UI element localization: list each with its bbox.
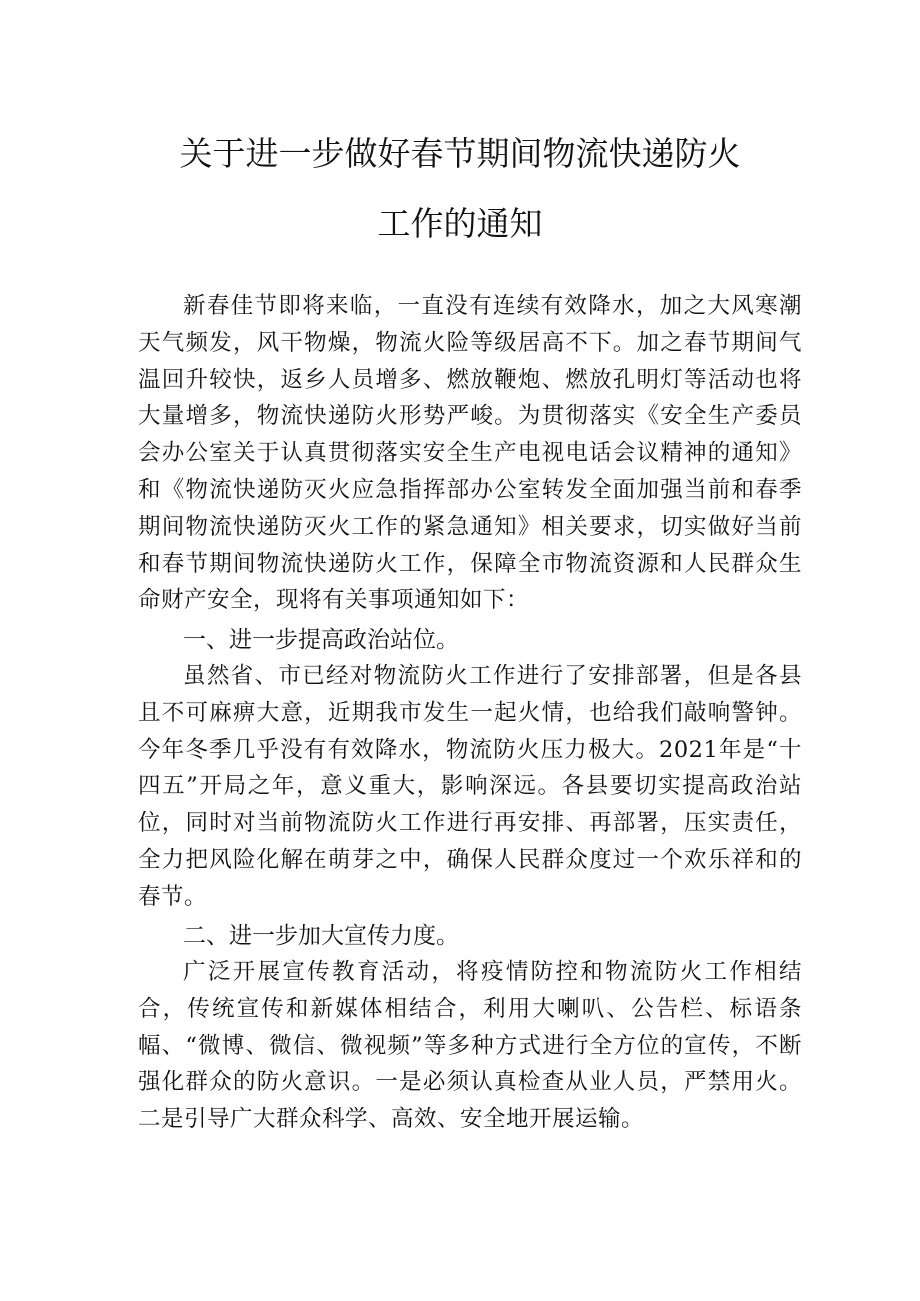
- intro-paragraph: 新春佳节即将来临，一直没有连续有效降水，加之大风寒潮天气频发，风干物燥，物流火险等级居高不下。加之春节期间气温回升较快，返乡人员增多、燃放鞭炮、燃放孔明灯等活动也将大量增多，物流快递防火形势严峻。为贯彻落实《安全生产委员会办公室关于认真贯彻落实安全生产电视电话会议精神的通知》和《物流快递防灭火应急指挥部办公室转发全面加强当前和春季期间物流快递防灭火工作的紧急通知》相关要求，切实做好当前和春节期间物流快递防火工作，保障全市物流资源和人民群众生命财产安全，现将有关事项通知如下：: [138, 293, 802, 614]
- section-1-paragraph: 虽然省、市已经对物流防火工作进行了安排部署，但是各县且不可麻痹大意，近期我市发生一起火情，也给我们敲响警钟。今年冬季几乎没有有效降水，物流防火压力极大。2021年是“十四五”开局之年，意义重大，影响深远。各县要切实提高政治站位，同时对当前物流防火工作进行再安排、再部署，压实责任，全力把风险化解在萌芽之中，确保人民群众度过一个欢乐祥和的春节。: [138, 663, 802, 910]
- document-title-line-1: 关于进一步做好春节期间物流快递防火: [179, 134, 741, 173]
- document-title-line-2: 工作的通知: [377, 204, 543, 243]
- section-1-heading: 一、进一步提高政治站位。: [183, 627, 459, 653]
- section-2-paragraph: 广泛开展宣传教育活动，将疫情防控和物流防火工作相结合，传统宣传和新媒体相结合，利用大喇叭、公告栏、标语条幅、“微博、微信、微视频”等多种方式进行全方位的宣传，不断强化群众的防火意识。一是必须认真检查从业人员，严禁用火。二是引导广大群众科学、高效、安全地开展运输。: [138, 959, 802, 1133]
- section-2-heading: 二、进一步加大宣传力度。: [183, 923, 459, 949]
